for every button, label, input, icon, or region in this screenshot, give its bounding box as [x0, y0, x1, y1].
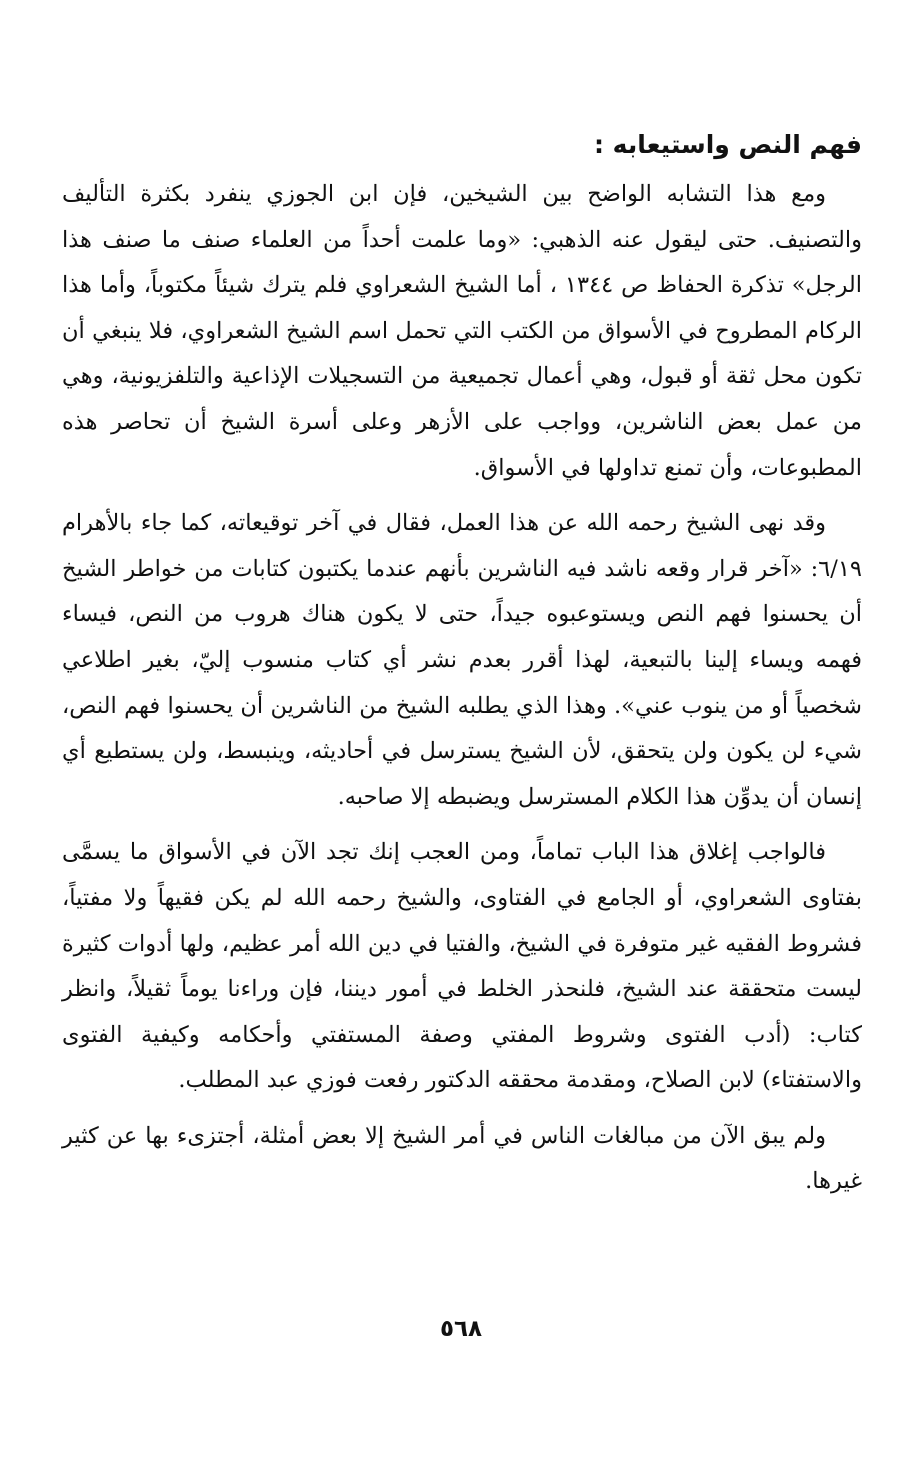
page-number: ٥٦٨ [439, 1316, 483, 1342]
paragraph-1: ومع هذا التشابه الواضح بين الشيخين، فإن ابن الجوزي ينفرد بكثرة التأليف والتصنيف. حتى ليقول عنه الذهبي: «وما علمت أحداً من العلماء صنف ما صنف هذا الرجل» تذكرة الحفاظ ص ١٣٤٤ ، أما الشيخ الشعراوي فلم يترك شيئاً مكتوباً، وأما هذا الركام المطروح في الأسواق من الكتب التي تحمل اسم الشيخ الشعراوي، فلا ينبغي أن تكون محل ثقة أو قبول، وهي أعمال تجميعية من التسجيلات الإذاعية والتلفزيونية، وهي من عمل بعض الناشرين، وواجب على الأزهر وعلى أسرة الشيخ أن تحاصر هذه المطبوعات، وأن تمنع تداولها في الأسواق. [62, 181, 862, 481]
section-heading: فهم النص واستيعابه : [593, 130, 862, 159]
paragraph-2: وقد نهى الشيخ رحمه الله عن هذا العمل، فقال في آخر توقيعاته، كما جاء بالأهرام ٦/١٩: «آخر قرار وقعه ناشد فيه الناشرين بأنهم عندما يكتبون كتابات من خواطر الشيخ أن يحسنوا فهم النص ويستوعبوه جيداً، حتى لا يكون هناك هروب من النص، فيساء فهمه ويساء إلينا بالتبعية، لهذا أقرر بعدم نشر أي كتاب منسوب إليّ، بغير اطلاعي شخصياً أو من ينوب عني». وهذا الذي يطلبه الشيخ من الناشرين أن يحسنوا فهم النص، شيء لن يكون ولن يتحقق، لأن الشيخ يسترسل في أحاديثه، وينبسط، ولن يستطيع أي إنسان أن يدوِّن هذا الكلام المسترسل ويضبطه إلا صاحبه. [62, 510, 862, 810]
paragraph-3: فالواجب إغلاق هذا الباب تماماً، ومن العجب إنك تجد الآن في الأسواق ما يسمَّى بفتاوى الشعراوي، أو الجامع في الفتاوى، والشيخ رحمه الله لم يكن فقيهاً ولا مفتياً، فشروط الفقيه غير متوفرة في الشيخ، والفتيا في دين الله أمر عظيم، ولها أدوات كثيرة ليست متحققة عند الشيخ، فلنحذر الخلط في أمور ديننا، فإن وراءنا يوماً ثقيلاً، وانظر كتاب: (أدب الفتوى وشروط المفتي وصفة المستفتي وأحكامه وكيفية الفتوى والاستفتاء) لابن الصلاح، ومقدمة محققه الدكتور رفعت فوزي عبد المطلب. [62, 839, 862, 1094]
paragraph-4: ولم يبق الآن من مبالغات الناس في أمر الشيخ إلا بعض أمثلة، أجتزىء بها عن كثير غيرها. [62, 1122, 862, 1195]
page-body [62, 118, 862, 1215]
